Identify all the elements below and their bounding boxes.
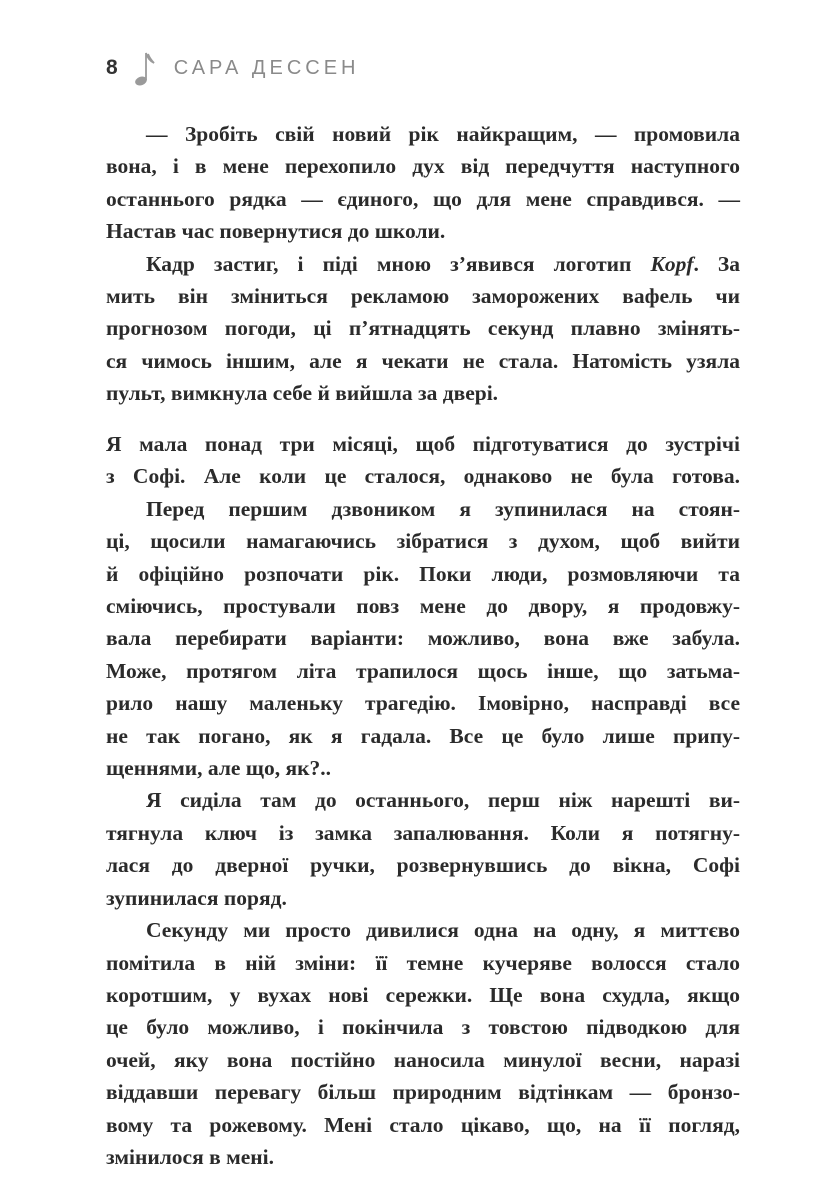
text-block-1 — [106, 118, 740, 410]
text-line: з Софі. Але коли це сталося, однаково не була готова. — [106, 464, 740, 489]
text-line: Секунду ми просто дивилися одна на одну, я миттєво — [146, 918, 740, 943]
text-line: рило нашу маленьку трагедію. Імовірно, насправді все — [106, 691, 740, 716]
text-line: сміючись, простували повз мене до двору, я продовжу- — [106, 594, 740, 619]
paragraph-end — [106, 377, 740, 409]
paragraph-end — [106, 882, 740, 914]
text-line-part: . За — [693, 251, 740, 276]
text-line: вому та рожевому. Мені стало цікаво, що, на її погляд, — [106, 1112, 740, 1137]
text-line: очей, яку вона постійно наносила минулої весни, наразі — [106, 1047, 740, 1072]
text-line: Може, протягом літа трапилося щось інше, що затьма- — [106, 658, 740, 683]
page-number: 8 — [106, 56, 118, 79]
text-line: — Зробіть свій новий рік найкращим, — промовила — [146, 122, 740, 146]
text-line: лася до дверної ручки, розвернувшись до вікна, Софі — [106, 853, 740, 878]
text-line: й офіційно розпочати рік. Поки люди, розмовляючи та — [106, 561, 740, 586]
text-line: ці, щосили намагаючись зібратися з духом, щоб вийти — [106, 529, 740, 554]
text-line-part: Кадр застиг, і піді мною з’явився логотип — [146, 251, 651, 276]
paragraph — [106, 118, 740, 215]
text-line: вала перебирати варіанти: можливо, вона вже забула. — [106, 626, 740, 651]
text-line: Я мала понад три місяці, щоб підготуватися до зустрічі — [106, 432, 740, 456]
kopf-logo-name: Kopf — [650, 251, 694, 276]
paragraph — [106, 248, 740, 378]
text-line: віддавши перевагу більш природним відтінкам — бронзо- — [106, 1080, 740, 1105]
text-line: останнього рядка — єдиного, що для мене справдився. — — [106, 186, 740, 211]
paragraph-end — [106, 1141, 740, 1173]
paragraph — [106, 784, 740, 881]
paragraph — [106, 914, 740, 1141]
text-line: прогнозом погоди, ці п’ятнадцять секунд плавно змінять- — [106, 316, 740, 341]
author-name: САРА ДЕССЕН — [173, 56, 360, 79]
paragraph-end — [106, 215, 740, 247]
text-line: Настав час повернутися до школи. — [106, 219, 446, 244]
text-line: коротшим, у вухах нові сережки. Ще вона схудла, якщо — [106, 982, 740, 1007]
text-line: мить він зміниться рекламою заморожених вафель чи — [106, 284, 740, 309]
text-line: Перед першим дзвоником я зупинилася на стоян- — [146, 496, 740, 521]
text-line: не так погано, як я гадала. Все це було лише припу- — [106, 723, 740, 748]
paragraph — [106, 493, 740, 752]
paragraph — [106, 428, 740, 493]
text-line: це було можливо, і покінчила з товстою підводкою для — [106, 1015, 740, 1040]
text-line: пульт, вимкнула себе й вийшла за двері. — [106, 381, 499, 406]
text-block-2 — [106, 428, 740, 1173]
running-header — [106, 50, 359, 86]
text-line: вона, і в мене перехопило дух від передчуття наступного — [106, 154, 740, 179]
text-line: тягнула ключ із замка запалювання. Коли я потягну- — [106, 820, 740, 845]
text-line: щеннями, але що, як?.. — [106, 756, 331, 781]
text-line: зупинилася поряд. — [106, 885, 287, 910]
paragraph-end — [106, 752, 740, 784]
text-line: ся чимось іншим, але я чекати не стала. Натомість узяла — [106, 348, 740, 373]
text-line: змінилося в мені. — [106, 1144, 275, 1169]
text-line: помітила в ній зміни: її темне кучеряве волосся стало — [106, 950, 740, 975]
text-line: Я сиділа там до останнього, перш ніж нарешті ви- — [146, 788, 740, 813]
music-note-icon — [134, 50, 156, 88]
